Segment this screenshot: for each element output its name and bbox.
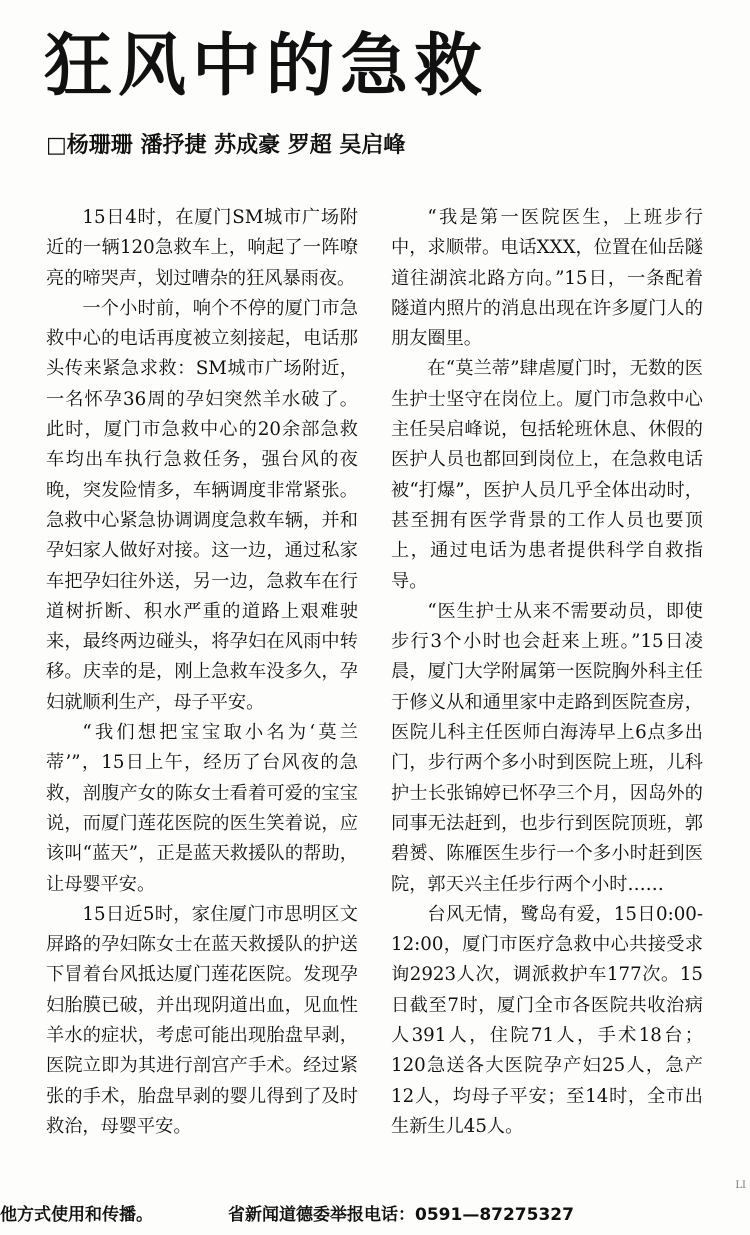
left-column bbox=[46, 203, 358, 1142]
paragraph: “我是第一医院医生，上班步行中，求顺带。电话XXX，位置在仙岳隧道往湖滨北路方向。”15日，一条配着隧道内照片的消息出现在许多厦门人的朋友圈里。 bbox=[391, 207, 703, 350]
headline: 狂风中的急救 bbox=[44, 27, 489, 106]
byline: □杨珊珊 潘抒捷 苏成豪 罗超 吴启峰 bbox=[46, 133, 406, 158]
paragraph: 一个小时前，响个不停的厦门市急救中心的电话再度被立刻接起，电话那头传来紧急求救：SM城市广场附近，一名怀孕36周的孕妇突然羊水破了。此时，厦门市急救中心的20余部急救车均出车执行急救任务，强台风的夜晚，突发险情多，车辆调度非常紧张。急救中心紧急协调调度急救车辆，并和孕妇家人做好对接。这一边，通过私家车把孕妇往外送，另一边，急救车在行道树折断、积水严重的道路上艰难驶来，最终两边碰头，将孕妇在风雨中转移。庆幸的是，刚上急救车没多久，孕妇就顺利生产，母子平安。 bbox=[46, 297, 358, 713]
edge-mark: LI bbox=[735, 1180, 746, 1191]
footer-usage-text: 他方式使用和传播。 bbox=[0, 1205, 153, 1225]
paragraph: 15日4时，在厦门SM城市广场附近的一辆120急救车上，响起了一阵嘹亮的啼哭声，划过嘈杂的狂风暴雨夜。 bbox=[46, 207, 358, 289]
paragraph: “我们想把宝宝取小名为‘莫兰蒂’”，15日上午，经历了台风夜的急救，剖腹产女的陈女士看着可爱的宝宝说，而厦门莲花医院的医生笑着说，应该叫“蓝天”，正是蓝天救援队的帮助，让母婴平安。 bbox=[46, 722, 358, 895]
paragraph: “医生护士从来不需要动员，即使步行3个小时也会赶来上班。”15日凌晨，厦门大学附属第一医院胸外科主任于修义从和通里家中走路到医院查房，医院儿科主任医师白海涛早上6点多出门，步行两个多小时到医院上班，儿科护士长张锦婷已怀孕三个月，因岛外的同事无法赶到，也步行到医院顶班，郭碧赟、陈雁医生步行一个多小时赶到医院，郭天兴主任步行两个小时…… bbox=[391, 600, 703, 895]
paragraph: 在“莫兰蒂”肆虐厦门时，无数的医生护士坚守在岗位上。厦门市急救中心主任吴启峰说，包括轮班休息、休假的医护人员也都回到岗位上，在急救电话被“打爆”，医护人员几乎全体出动时，甚至拥有医学背景的工作人员也要顶上，通过电话为患者提供科学自救指导。 bbox=[391, 358, 703, 592]
paragraph: 15日近5时，家住厦门市思明区文屏路的孕妇陈女士在蓝天救援队的护送下冒着台风抵达厦门莲花医院。发现孕妇胎膜已破，并出现阴道出血，见血性羊水的症状，考虑可能出现胎盘早剥，医院立即为其进行剖宫产手术。经过紧张的手术，胎盘早剥的婴儿得到了及时救治，母婴平安。 bbox=[46, 903, 358, 1137]
footer-hotline-text: 省新闻道德委举报电话：0591—87275327 bbox=[228, 1205, 574, 1225]
right-column bbox=[391, 203, 703, 1142]
paragraph: 台风无情，鹭岛有爱，15日0:00-12:00，厦门市医疗急救中心共接受求询2923人次，调派救护车177次。15日截至7时，厦门全市各医院共收治病人391人，住院71人，手术18台；120急送各大医院孕产妇25人，急产12人，均母子平安；至14时，全市出生新生儿45人。 bbox=[391, 903, 703, 1137]
footer-notice bbox=[0, 1195, 750, 1235]
